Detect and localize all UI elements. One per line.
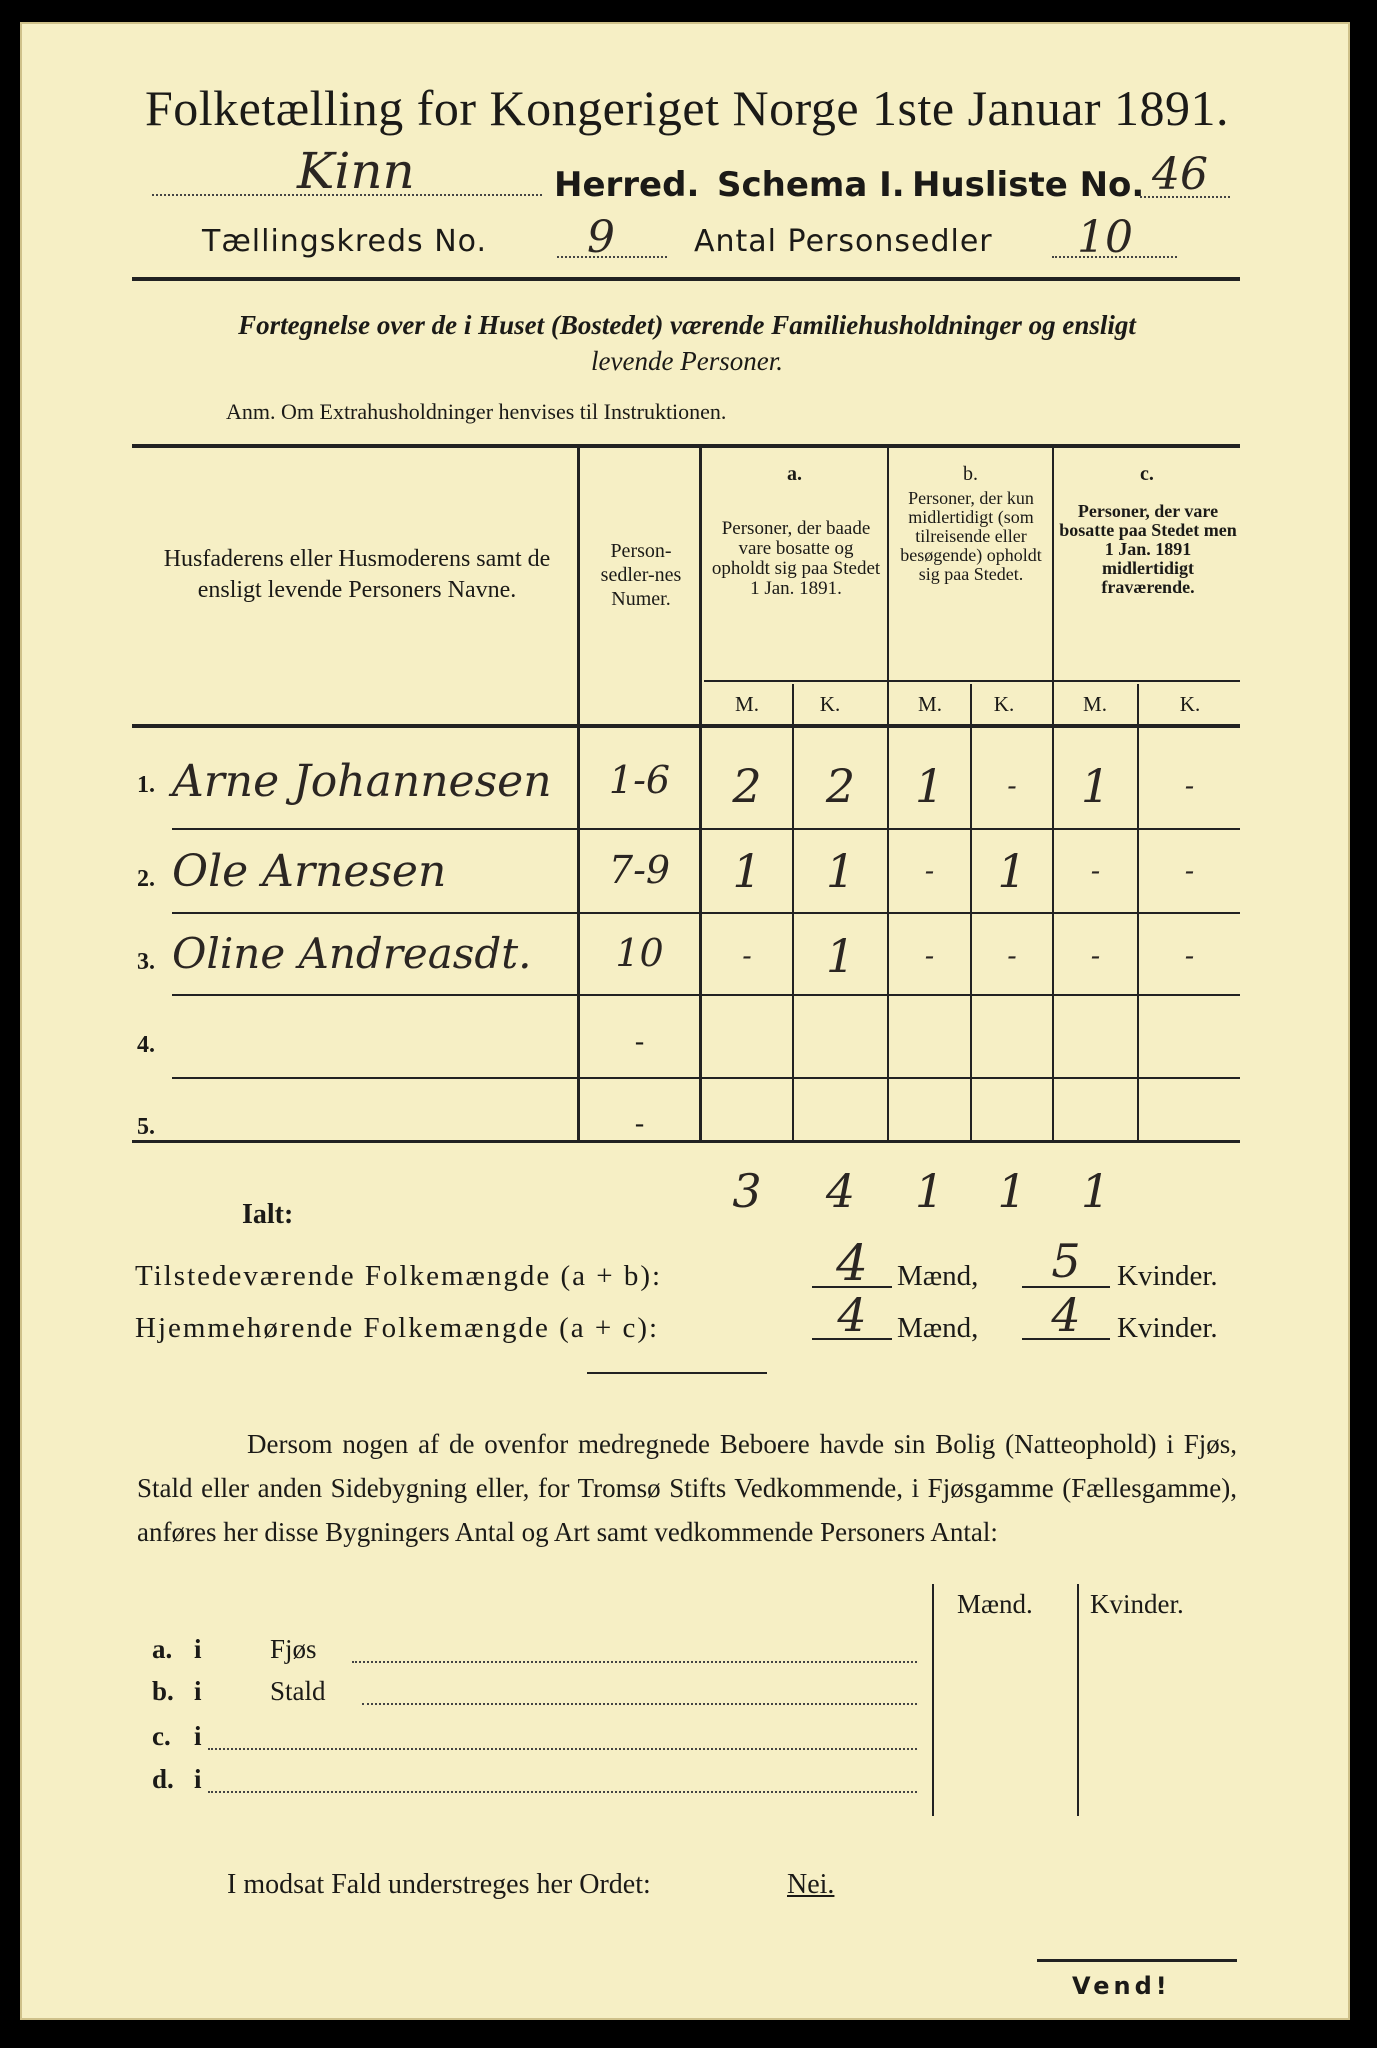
bolig-col-maend: Mænd. [957, 1589, 1033, 1619]
row-1-numer: 1-6 [608, 758, 671, 802]
row-1-rule [172, 828, 1240, 830]
tilstede-label: Tilstedeværende Folkemængde (a + b): [135, 1260, 663, 1292]
row-2-numer: 7-9 [608, 848, 671, 892]
b-k-label: K. [993, 692, 1015, 716]
bolig-d-dots [208, 1791, 917, 1793]
mk-rule [704, 680, 1240, 682]
ialt-label: Ialt: [242, 1199, 294, 1230]
b-m-label: M. [918, 692, 942, 716]
row-3-number: 3. [137, 949, 155, 975]
bolig-divider-1 [932, 1584, 934, 1816]
bolig-b-text: Stald [270, 1676, 326, 1706]
row-1-b-k: - [1007, 769, 1017, 802]
bolig-a-dots [352, 1661, 917, 1663]
bolig-divider-2 [1077, 1584, 1079, 1816]
c-k-label: K. [1179, 692, 1201, 716]
kreds-value: 9 [587, 212, 615, 263]
tilstede-kvinder-value: 5 [1051, 1234, 1081, 1288]
row-3-b-k: - [1007, 939, 1017, 972]
ialt-b-k: 1 [997, 1164, 1027, 1218]
vend-rule [1037, 1959, 1237, 1962]
kreds-label: Tællingskreds No. [202, 224, 487, 259]
row-1-c-k: - [1184, 769, 1195, 802]
c-m-label: M. [1083, 692, 1107, 716]
row-1-name: Arne Johannesen [172, 756, 552, 807]
ialt-b-m: 1 [914, 1164, 945, 1218]
tilstede-maend-label: Mænd, [897, 1260, 979, 1292]
intro-line1: Fortegnelse over de i Huset (Bostedet) værende Familiehusholdninger og ensligt [238, 310, 1136, 340]
hjemme-kvinder-label: Kvinder. [1117, 1312, 1218, 1344]
hjemme-kvinder-value: 4 [1051, 1288, 1081, 1342]
row-3-numer: 10 [615, 931, 664, 975]
bolig-b-letter: b. [152, 1676, 174, 1706]
row-5-numer: - [634, 1108, 645, 1139]
ialt-a-k: 4 [825, 1164, 856, 1218]
col-header-names: Husfaderens eller Husmoderens samt de ensligt levende Personers Navne. [163, 546, 551, 603]
modsat-text: I modsat Fald understreges her Ordet: [227, 1869, 651, 1900]
row-5-number: 5. [137, 1114, 155, 1140]
antal-label: Antal Personsedler [694, 224, 993, 259]
ialt-c-m: 1 [1080, 1164, 1111, 1218]
bolig-a-letter: a. [152, 1634, 173, 1664]
tilstede-kvinder-label: Kvinder. [1117, 1260, 1218, 1292]
table-header-rule [132, 724, 1240, 728]
tilstede-maend-value: 4 [836, 1234, 868, 1292]
row-2-b-m: - [924, 854, 935, 887]
bolig-col-kvinder: Kvinder. [1090, 1589, 1184, 1619]
bolig-c-letter: c. [152, 1721, 171, 1751]
bolig-a-text: Fjøs [270, 1634, 317, 1664]
bolig-d-letter: d. [152, 1764, 174, 1794]
row-1-c-m: 1 [1080, 759, 1111, 813]
table-bottom-rule [132, 1140, 1240, 1143]
col-header-a-letter: a. [787, 463, 802, 485]
hjemme-maend-value: 4 [837, 1288, 867, 1342]
schema-label: Schema I. [717, 165, 905, 205]
census-form [20, 22, 1350, 2020]
row-2-a-m: 1 [732, 844, 762, 898]
intro-line2: levende Personer. [591, 346, 783, 376]
row-1-b-m: 1 [914, 759, 945, 813]
husliste-label: Husliste No. [912, 165, 1145, 205]
row-1-a-m: 2 [732, 759, 762, 813]
row-3-rule [172, 994, 1240, 996]
row-4-number: 4. [137, 1032, 155, 1058]
ialt-a-m: 3 [732, 1164, 762, 1218]
row-4-rule [172, 1077, 1240, 1079]
form-title: Folketælling for Kongeriget Norge 1ste Januar 1891. [144, 80, 1230, 136]
row-3-c-k: - [1184, 939, 1195, 972]
bolig-paragraph: Dersom nogen af de ovenfor medregnede Beboere havde sin Bolig (Natteophold) i Fjøs, Stald eller anden Sidebygning eller, for Tromsø Stifts Vedkommende, i Fjøsgamme (Fællesgamme), anføres her disse Bygningers Antal og Art samt vedkommende Personers Antal: [137, 1429, 1237, 1547]
row-2-c-k: - [1184, 854, 1195, 887]
row-1-number: 1. [137, 772, 155, 798]
col-header-numer: Person-sedler-nes Numer. [600, 540, 682, 610]
col-divider-1 [577, 448, 580, 1140]
row-3-b-m: - [924, 939, 935, 972]
row-2-a-k: 1 [825, 844, 856, 898]
row-3-name: Oline Andreasdt. [172, 929, 532, 978]
bolig-b-dots [362, 1703, 917, 1705]
bolig-c-i: i [194, 1721, 202, 1751]
herred-label: Herred. [554, 165, 700, 205]
nei-word: Nei. [787, 1869, 835, 1900]
col-header-c: Personer, der vare bosatte paa Stedet men 1 Jan. 1891 midlertidigt fraværende. [1059, 501, 1237, 597]
antal-value: 10 [1077, 212, 1133, 263]
bolig-c-dots [208, 1748, 917, 1750]
row-4-numer: - [634, 1026, 645, 1057]
row-2-name: Ole Arnesen [172, 846, 447, 897]
col-header-a: Personer, der baade vare bosatte og opholdt sig paa Stedet 1 Jan. 1891. [711, 518, 881, 599]
herred-value: Kinn [297, 142, 415, 200]
row-3-c-m: - [1090, 939, 1101, 972]
header-rule [132, 277, 1240, 281]
col-header-c-letter: c. [1140, 463, 1154, 485]
bolig-d-i: i [194, 1764, 202, 1794]
bolig-b-i: i [194, 1676, 202, 1706]
bolig-a-i: i [194, 1634, 202, 1664]
row-1-a-k: 2 [825, 759, 856, 813]
row-3-a-k: 1 [825, 929, 856, 983]
hjemme-maend-label: Mænd, [897, 1312, 979, 1344]
table-top-rule [132, 444, 1240, 448]
hjemme-label: Hjemmehørende Folkemængde (a + c): [135, 1312, 660, 1344]
husliste-value: 46 [1152, 149, 1208, 200]
row-2-rule [172, 912, 1240, 914]
row-2-number: 2. [137, 866, 155, 892]
vend-text: Vend! [1072, 1972, 1171, 2000]
a-k-label: K. [819, 692, 841, 716]
section-divider [587, 1372, 767, 1374]
row-2-c-m: - [1090, 854, 1101, 887]
row-2-b-k: 1 [997, 844, 1027, 898]
row-3-a-m: - [742, 939, 752, 972]
col-header-b-letter: b. [963, 463, 978, 485]
col-header-b: Personer, der kun midlertidigt (som tilreisende eller besøgende) opholdt sig paa Stedet. [900, 488, 1042, 584]
a-m-label: M. [735, 692, 759, 716]
anm-note: Anm. Om Extrahusholdninger henvises til Instruktionen. [226, 399, 727, 424]
